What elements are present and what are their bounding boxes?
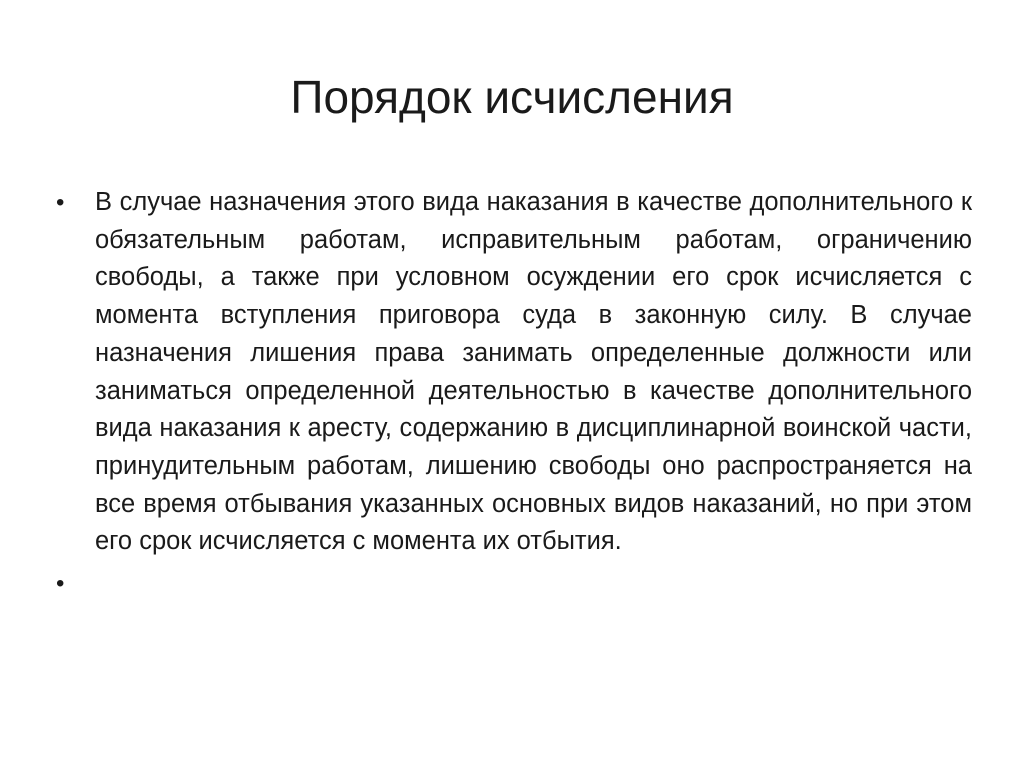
bullet-marker-icon: • <box>56 189 65 216</box>
bullet-item-empty <box>52 565 972 603</box>
slide-title: Порядок исчисления <box>290 71 734 123</box>
bullet-item <box>52 184 972 561</box>
bullet-marker-icon: • <box>56 570 65 598</box>
bullet-text: В случае назначения этого вида наказания в качестве дополнительного к обязательным работам, исправительным работам, ограничению свободы, а также при условном осуждении его срок исчисляется с момента вступления приговора суда в законную силу. В случае назначения лишения права занимать определенные должности или заниматься определенной деятельностью в качестве дополнительного вида наказания к аресту, содержанию в дисциплинарной воинской части, принудительным работам, лишению свободы оно распространяется на все время отбывания указанных основных видов наказаний, но при этом его срок исчисляется с момента их отбытия. <box>95 188 972 556</box>
bullet-list <box>52 184 972 603</box>
